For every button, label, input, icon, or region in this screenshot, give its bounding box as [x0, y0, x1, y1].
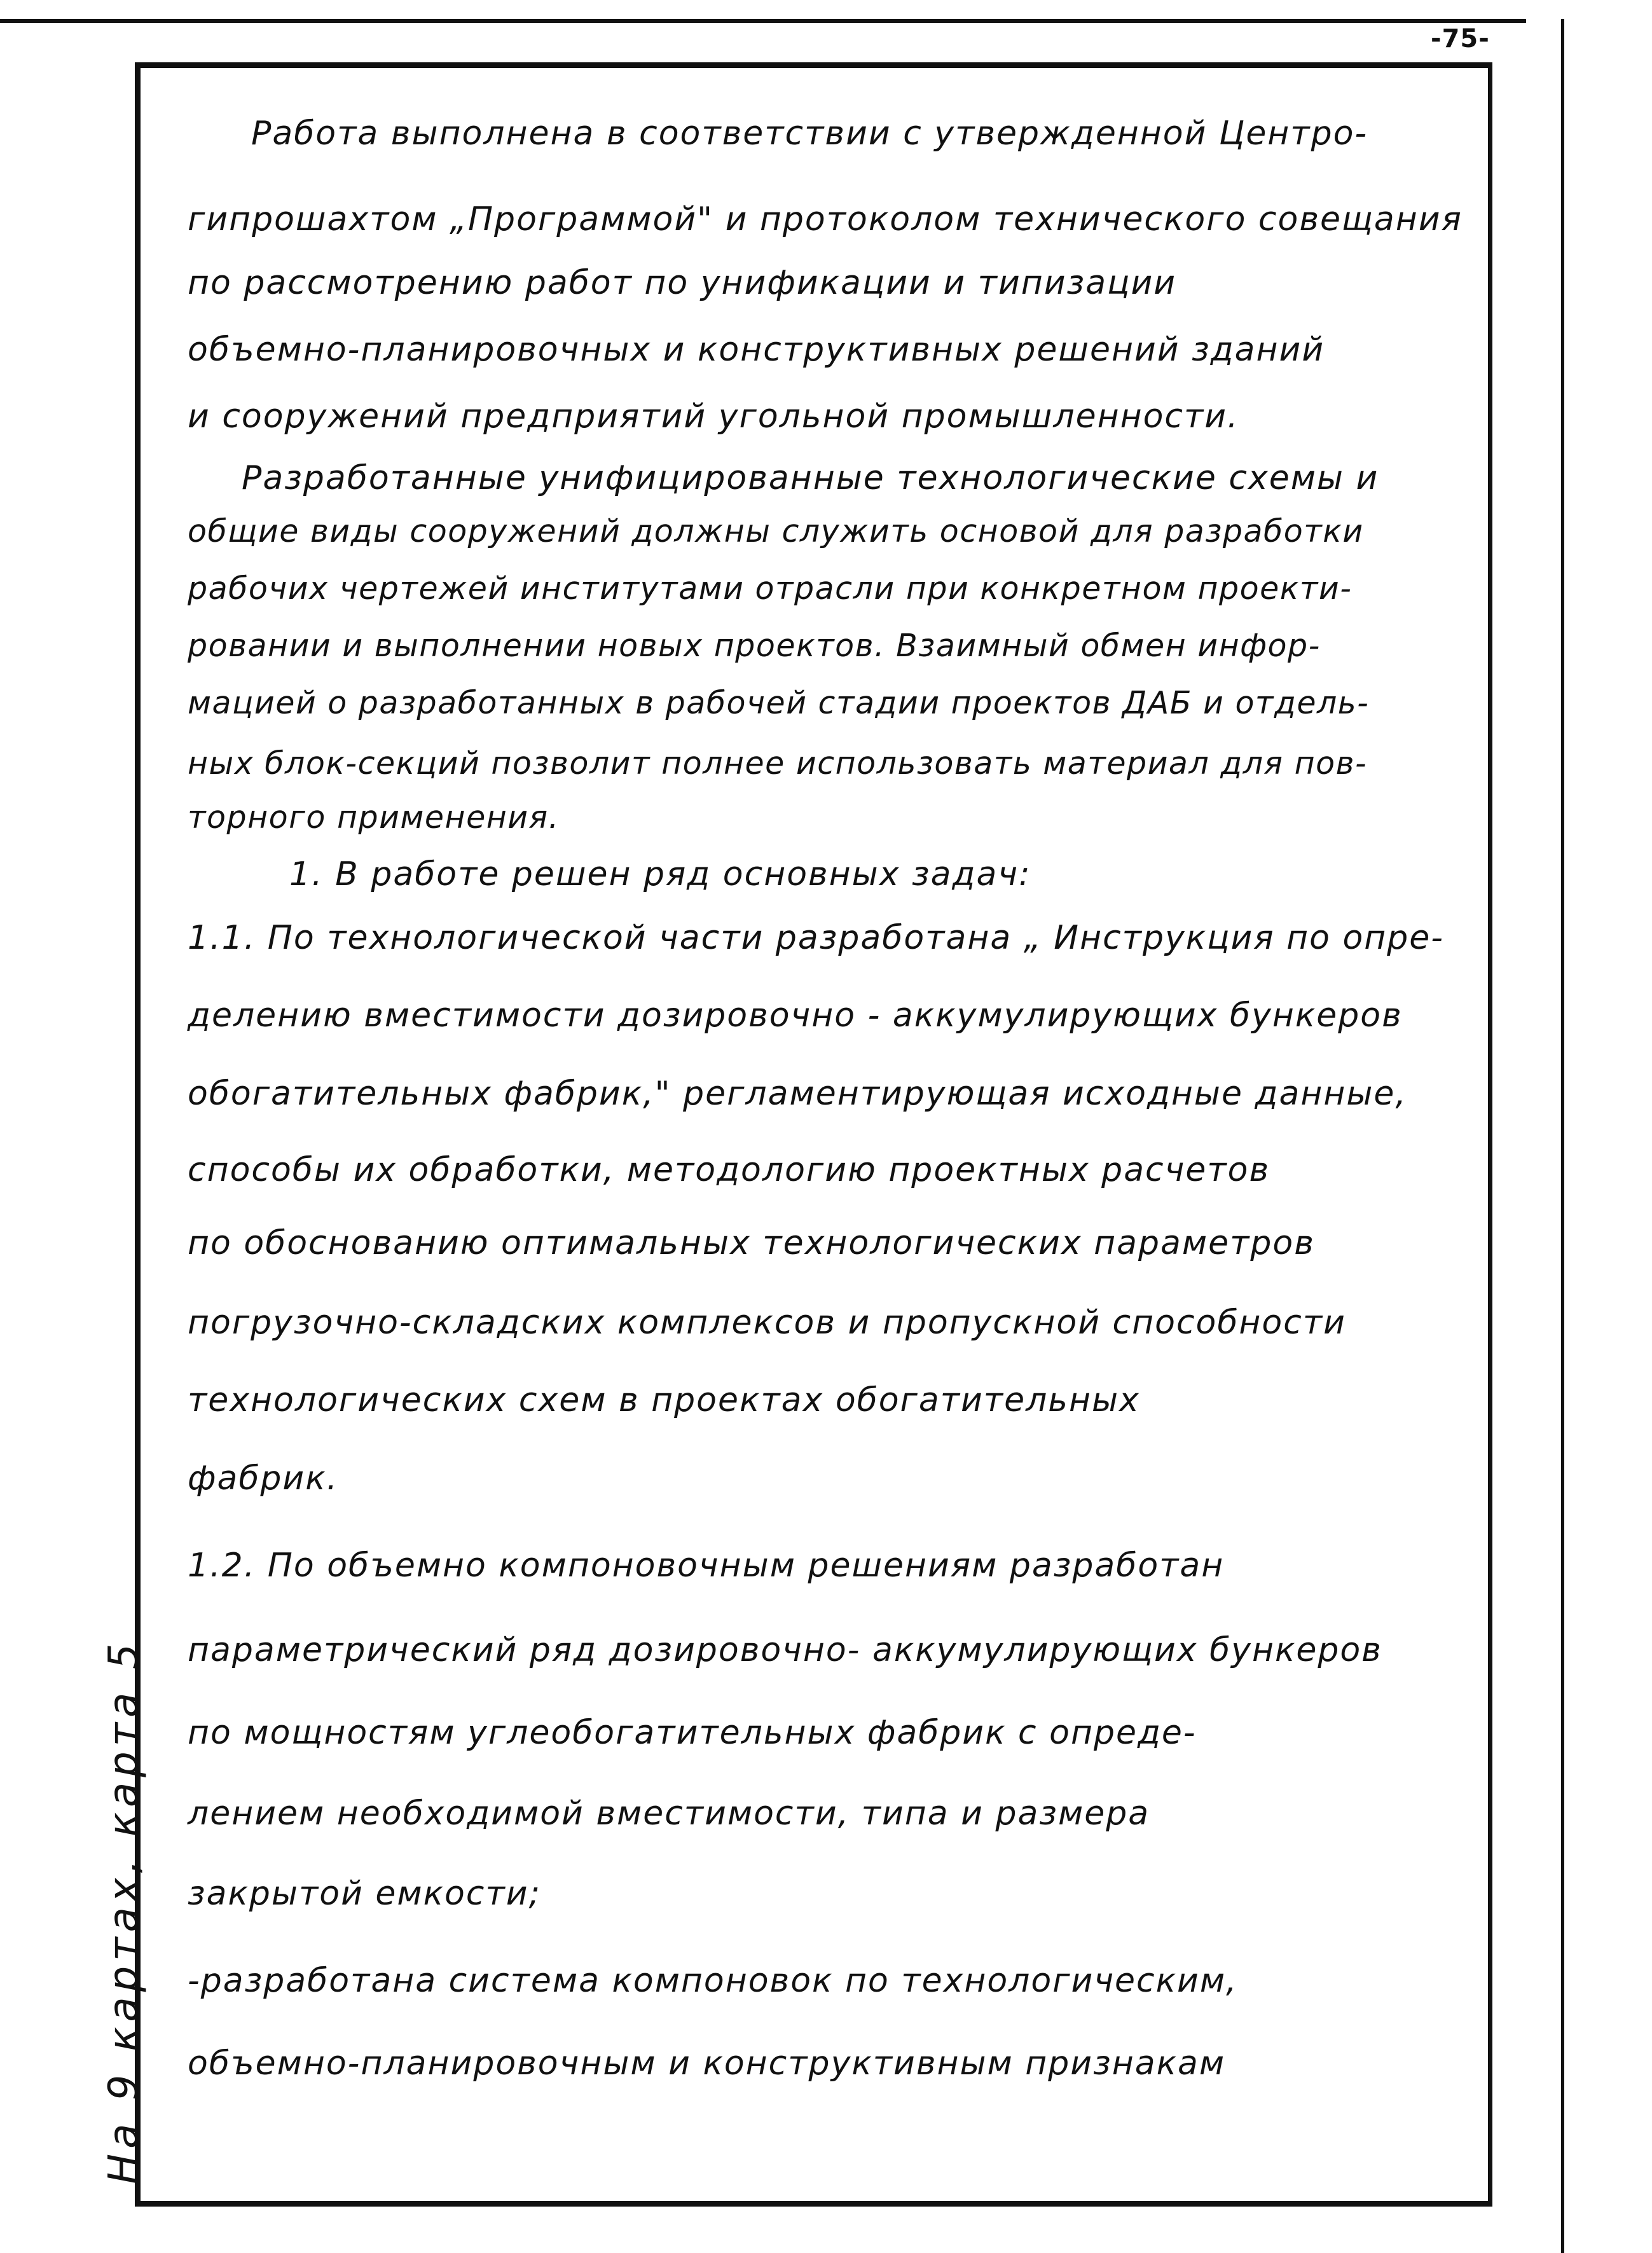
- text-line: по обоснованию оптимальных технологических параметров: [188, 1224, 1315, 1262]
- page-number: -75-: [1431, 24, 1490, 53]
- side-margin-note: На 9 картах, карта 5: [100, 1638, 148, 2184]
- text-line: Работа выполнена в соответствии с утвержденной Центро-: [251, 114, 1368, 153]
- text-line: закрытой емкости;: [188, 1875, 542, 1913]
- text-line: по рассмотрению работ по унификации и типизации: [188, 264, 1177, 302]
- text-line: по мощностям углеобогатительных фабрик с опреде-: [188, 1714, 1197, 1752]
- text-line: -разработана система компоновок по технологическим,: [188, 1962, 1238, 2000]
- text-line: гипрошахтом „Программой" и протоколом технического совещания: [188, 200, 1463, 238]
- text-line: 1. В работе решен ряд основных задач:: [289, 855, 1031, 893]
- right-edge-rule: [1561, 19, 1564, 2253]
- text-line: торного применения.: [188, 799, 560, 836]
- text-line: ровании и выполнении новых проектов. Взаимный обмен инфор-: [188, 628, 1321, 664]
- text-line: Разработанные унифицированные технологические схемы и: [242, 459, 1379, 497]
- text-line: общие виды сооружений должны служить основой для разработки: [188, 513, 1364, 549]
- text-line: 1.2. По объемно компоновочным решениям разработан: [188, 1547, 1225, 1585]
- text-line: 1.1. По технологической части разработана „ Инструкция по опре-: [188, 919, 1445, 957]
- text-line: мацией о разработанных в рабочей стадии проектов ДАБ и отдель-: [188, 685, 1370, 721]
- text-line: рабочих чертежей институтами отрасли при конкретном проекти-: [188, 570, 1353, 607]
- text-line: технологических схем в проектах обогатительных: [188, 1381, 1140, 1419]
- text-line: объемно-планировочных и конструктивных решений зданий: [188, 331, 1325, 369]
- text-line: делению вместимости дозировочно - аккумулирующих бункеров: [188, 996, 1403, 1035]
- text-line: обогатительных фабрик," регламентирующая исходные данные,: [188, 1075, 1407, 1113]
- text-line: параметрический ряд дозировочно- аккумулирующих бункеров: [188, 1631, 1382, 1669]
- text-line: ных блок-секций позволит полнее использовать материал для пов-: [188, 745, 1368, 782]
- text-line: и сооружений предприятий угольной промышленности.: [188, 397, 1239, 436]
- text-line: объемно-планировочным и конструктивным признакам: [188, 2044, 1226, 2083]
- text-line: способы их обработки, методологию проектных расчетов: [188, 1151, 1270, 1189]
- top-rule: [0, 19, 1526, 23]
- text-line: фабрик.: [188, 1459, 339, 1498]
- text-line: лением необходимой вместимости, типа и размера: [188, 1795, 1150, 1833]
- text-line: погрузочно-складских комплексов и пропускной способности: [188, 1304, 1346, 1342]
